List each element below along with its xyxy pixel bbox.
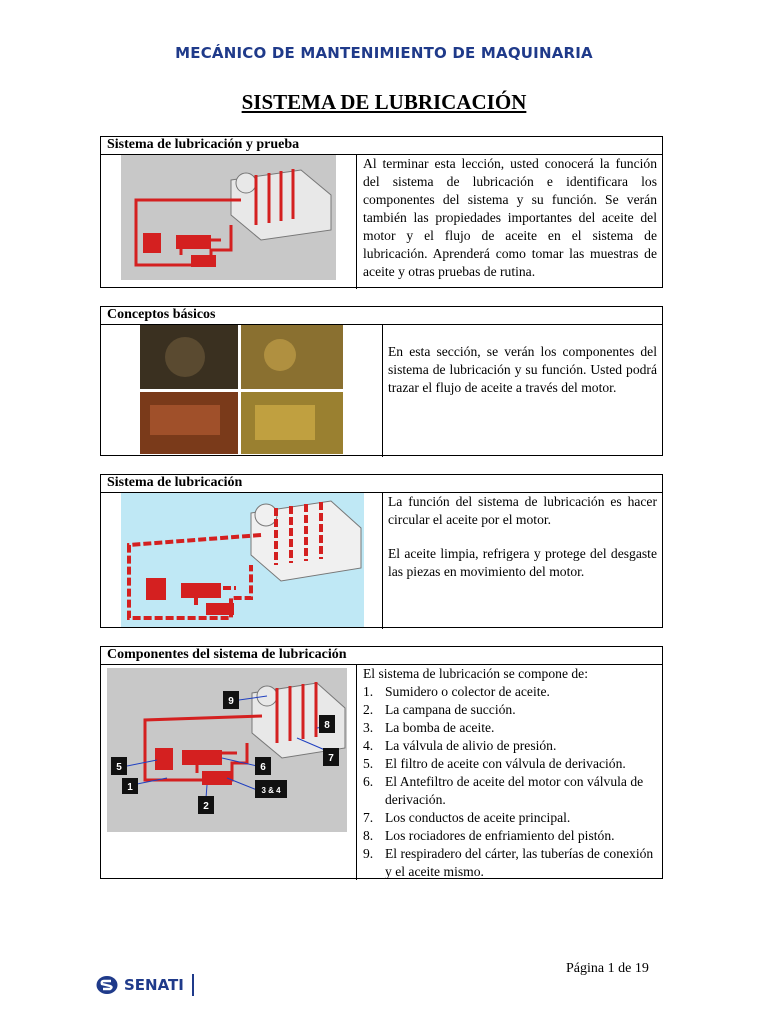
callout-6: 6 (260, 762, 266, 773)
logo-divider (192, 974, 194, 996)
item-number: 7. (363, 810, 374, 825)
senati-logo (96, 974, 194, 996)
section-heading: Componentes del sistema de lubricación (101, 647, 662, 665)
title-text: SISTEMA DE LUBRICACIÓN (241, 90, 527, 114)
component-list-item (363, 701, 657, 719)
item-text: La válvula de alivio de presión. (385, 738, 557, 753)
callout-9: 9 (228, 696, 234, 707)
senati-logo-icon (96, 975, 118, 995)
component-list-item (363, 827, 657, 845)
components-list-block (363, 665, 657, 881)
component-list-item (363, 737, 657, 755)
section-text: Al terminar esta lección, usted conocerá la función del sistema de lubricación e identificara los componentes del sistema y su función. Se verán también las propiedades importantes del aceite del motor y el flujo de aceite en el sistema de lubricación. Aprenderá como tomar las muestras de aceite y otras pruebas de rutina. (363, 156, 657, 279)
section-text: En esta sección, se verán los componentes del sistema de lubricación y su función. Usted podrá trazar el flujo de aceite a través del motor. (388, 344, 657, 395)
component-list-item (363, 809, 657, 827)
callout-8: 8 (324, 720, 330, 731)
item-text: El filtro de aceite con válvula de derivación. (385, 756, 626, 771)
item-text: Sumidero o colector de aceite. (385, 684, 550, 699)
engine-photos-image (140, 325, 343, 454)
item-number: 5. (363, 756, 374, 771)
page-number: Página 1 de 19 (566, 961, 649, 976)
section-heading: Sistema de lubricación y prueba (101, 137, 662, 155)
components-list (363, 683, 657, 881)
item-text: El respiradero del cárter, las tuberías de conexión y el aceite mismo. (385, 846, 654, 879)
component-list-item (363, 683, 657, 701)
callout-2: 2 (203, 801, 209, 812)
components-intro: El sistema de lubricación se compone de: (363, 666, 588, 681)
component-list-item (363, 773, 657, 809)
section-heading: Conceptos básicos (101, 307, 662, 325)
component-list-item (363, 755, 657, 773)
section-heading: Sistema de lubricación (101, 475, 662, 493)
item-number: 8. (363, 828, 374, 843)
section-lubrication-system (100, 474, 663, 628)
item-text: La bomba de aceite. (385, 720, 495, 735)
item-text: Los rociadores de enfriamiento del pistón. (385, 828, 615, 843)
component-list-item (363, 845, 657, 881)
page-title (0, 90, 768, 115)
callout-3-4: 3 & 4 (261, 786, 281, 795)
item-number: 9. (363, 846, 374, 861)
callout-7: 7 (328, 753, 334, 764)
item-text: El Antefiltro de aceite del motor con válvula de derivación. (385, 774, 644, 807)
lubrication-diagram-image (121, 155, 336, 280)
oil-flow-diagram-image (121, 493, 364, 627)
section-lubrication-and-test (100, 136, 663, 288)
item-text: La campana de succión. (385, 702, 516, 717)
document-header: MECÁNICO DE MANTENIMIENTO DE MAQUINARIA (175, 44, 593, 62)
callout-5: 5 (116, 762, 122, 773)
item-number: 3. (363, 720, 374, 735)
callout-1: 1 (127, 782, 133, 793)
logo-text: SENATI (124, 976, 184, 994)
component-list-item (363, 719, 657, 737)
components-diagram-image (107, 668, 347, 832)
section-components (100, 646, 663, 879)
item-text: Los conductos de aceite principal. (385, 810, 571, 825)
item-number: 1. (363, 684, 374, 699)
item-number: 2. (363, 702, 374, 717)
section-paragraph: La función del sistema de lubricación es hacer circular el aceite por el motor. (388, 494, 657, 527)
section-basic-concepts (100, 306, 663, 456)
section-paragraph: El aceite limpia, refrigera y protege del desgaste las piezas en movimiento del motor. (388, 546, 657, 579)
item-number: 6. (363, 774, 374, 789)
item-number: 4. (363, 738, 374, 753)
section-text-block (388, 493, 657, 581)
